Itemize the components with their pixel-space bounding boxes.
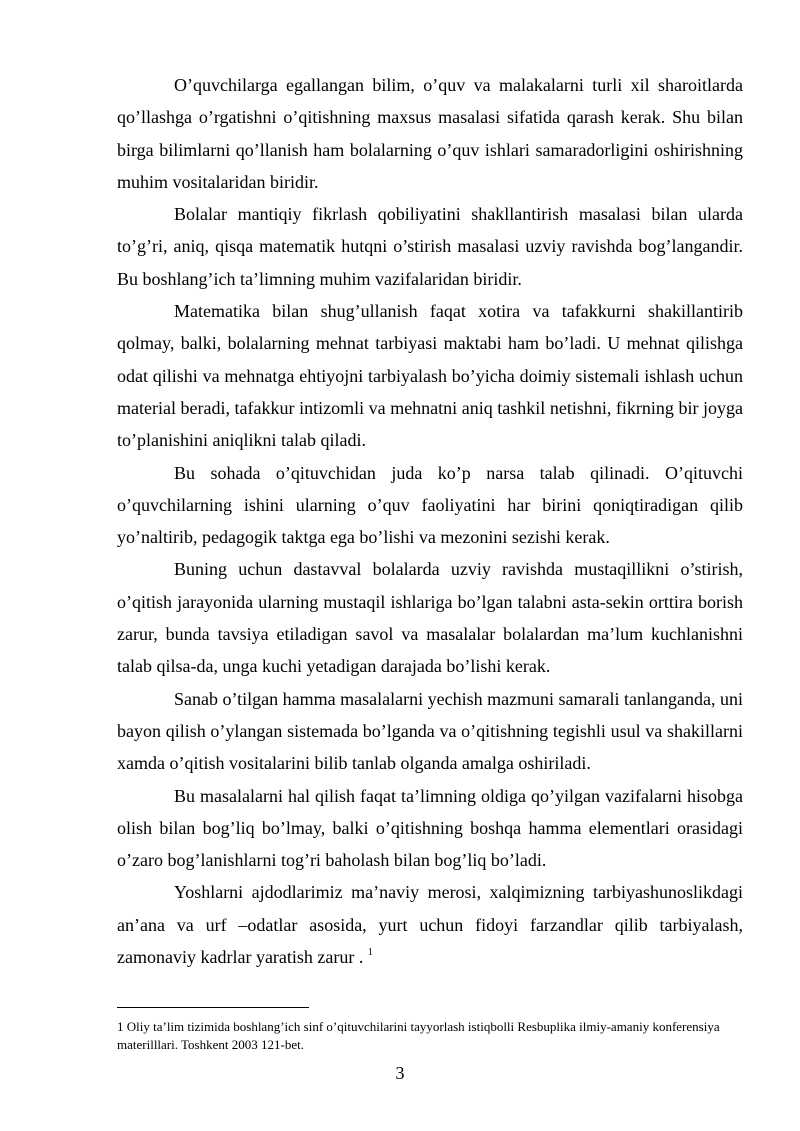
page-number: 3 xyxy=(395,1063,405,1083)
footnote-reference[interactable]: 1 xyxy=(367,947,373,959)
paragraph: Sanab o’tilgan hamma masalalarni yechish mazmuni samarali tanlanganda, uni bayon qilish o’ylangan sistemada bo’lganda va o’qitishning tegishli usul va shakillarni xamda o’qitish vositalarini bilib tanlab olganda amalga oshiriladi. xyxy=(117,688,743,774)
body-text xyxy=(117,69,743,973)
footnote: 1 Oliy ta’lim tizimida boshlang’ich sinf o’qituvchilarini tayyorlash istiqbolli Resbuplika ilmiy-amaniy konferensiya materilllari. Toshkent 2003 121-bet. xyxy=(117,1019,720,1052)
footnote-separator xyxy=(117,1007,309,1008)
paragraph: O’quvchilarga egallangan bilim, o’quv va malakalarni turli xil sharoitlarda qo’llashga o’rgatishni o’qitishning maxsus masalasi sifatida qarash kerak. Shu bilan birga bilimlarni qo’llanish ham bolalarning o’quv ishlari samaradorligini oshirishning muhim vositalaridan biridir. xyxy=(117,75,743,192)
paragraph-with-footnote xyxy=(117,876,743,973)
paragraph: Bolalar mantiqiy fikrlash qobiliyatini shakllantirish masalasi bilan ularda to’g’ri, aniq, qisqa matematik hutqni o’stirish masalasi uzviy ravishda bog’langandir. Bu boshlang’ich ta’limning muhim vazifalaridan biridir. xyxy=(117,204,743,289)
paragraph: Bu masalalarni hal qilish faqat ta’limning oldiga qo’yilgan vazifalarni hisobga olish bilan bog’liq bo’lmay, balki o’qitishning boshqa hamma elementlari orasidagi o’zaro bog’lanishlarni tog’ri baholash bilan bog’liq bo’ladi. xyxy=(117,785,743,871)
paragraph: Bu sohada o’qituvchidan juda ko’p narsa talab qilinadi. O’qituvchi o’quvchilarning ishini ularning o’quv faoliyatini har birini qoniqtiradigan qilib yo’naltirib, pedagogik taktga ega bo’lishi va mezonini sezishi kerak. xyxy=(117,462,743,548)
paragraph: Matematika bilan shug’ullanish faqat xotira va tafakkurni shakillantirib qolmay, balki, bolalarning mehnat tarbiyasi maktabi ham bo’ladi. U mehnat qilishga odat qilishi va mehnatga ehtiyojni tarbiyalash bo’yicha doimiy sistemali ishlash uchun material beradi, tafakkur intizomli va mehnatni aniq tashkil netishni, fikrning bir joyga to’planishini aniqlikni talab qiladi. xyxy=(117,301,743,451)
paragraph: Buning uchun dastavval bolalarda uzviy ravishda mustaqillikni o’stirish, o’qitish jarayonida ularning mustaqil ishlariga bo’lgan talabni asta-sekin orttira borish zarur, bunda tavsiya etiladigan savol va masalalar bolalardan ma’lum kuchlanishni talab qilsa-da, unga kuchi yetadigan darajada bo’lishi kerak. xyxy=(117,559,743,677)
paragraph-text: Yoshlarni ajdodlarimiz ma’naviy merosi, xalqimizning tarbiyashunoslikdagi an’ana va urf –odatlar asosida, yurt uchun fidoyi farzandlar qilib tarbiyalash, zamonaviy kadrlar yaratish zarur . xyxy=(117,882,743,968)
